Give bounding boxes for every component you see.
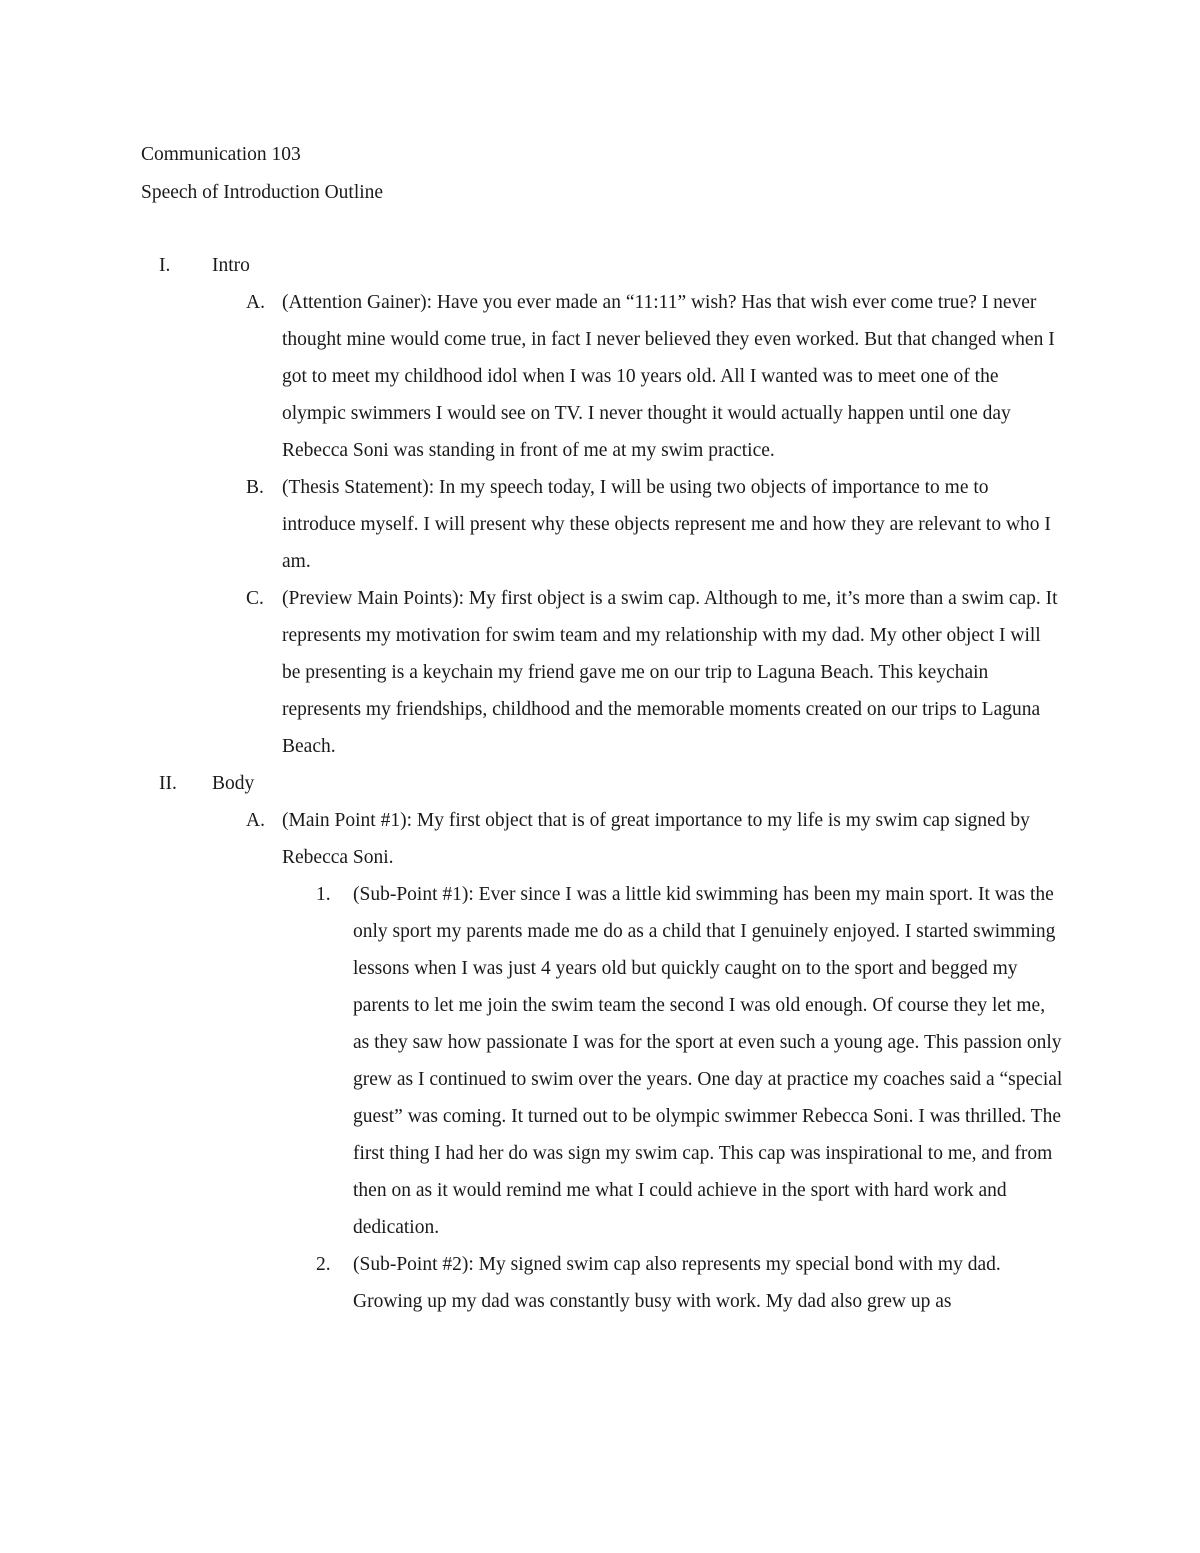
point-text: (Preview Main Points): My first object is a swim cap. Although to me, it’s more than a swim cap. It represents my motivation for swim team and my relationship with my dad. My other object I will be presenting is a keychain my friend gave me on our trip to Laguna Beach. This keychain represents my friendships, childhood and the memorable moments created on our trips to Laguna Beach. xyxy=(282,588,1058,757)
point-text: (Attention Gainer): Have you ever made an “11:11” wish? Has that wish ever come true? I never thought mine would come true, in fact I never believed they even worked. But that changed when I got to meet my childhood idol when I was 10 years old. All I wanted was to meet one of the olympic swimmers I would see on TV. I never thought it would actually happen until one day Rebecca Soni was standing in front of me at my swim practice. xyxy=(282,292,1055,461)
section-heading: Intro xyxy=(212,255,250,276)
roman-numeral-marker: I. xyxy=(159,255,171,276)
point-text: (Thesis Statement): In my speech today, I will be using two objects of importance to me to introduce myself. I will present why these objects represent me and how they are relevant to who I am. xyxy=(282,477,1051,572)
document-title: Speech of Introduction Outline xyxy=(141,182,384,203)
course-name: Communication 103 xyxy=(141,144,301,165)
outline-section-body xyxy=(0,765,1200,802)
number-marker: 2. xyxy=(316,1254,331,1275)
letter-marker: A. xyxy=(246,292,265,313)
outline-section-intro xyxy=(0,247,1200,284)
outline-point-attention-gainer xyxy=(0,284,1062,469)
letter-marker: C. xyxy=(246,588,264,609)
subpoint-text: (Sub-Point #1): Ever since I was a little kid swimming has been my main sport. It was the only sport my parents made me do as a child that I genuinely enjoyed. I started swimming lessons when I was just 4 years old but quickly caught on to the sport and begged my parents to let me join the swim team the second I was old enough. Of course they let me, as they saw how passionate I was for the sport at even such a young age. This passion only grew as I continued to swim over the years. One day at practice my coaches said a “special guest” was coming. It turned out to be olympic swimmer Rebecca Soni. I was thrilled. The first thing I had her do was sign my swim cap. This cap was inspirational to me, and from then on as it would remind me what I could achieve in the sport with hard work and dedication. xyxy=(353,884,1063,1238)
section-heading: Body xyxy=(212,773,255,794)
letter-marker: A. xyxy=(246,810,265,831)
roman-numeral-marker: II. xyxy=(159,773,177,794)
outline-point-main-point-1 xyxy=(0,802,1062,876)
subpoint-text: (Sub-Point #2): My signed swim cap also represents my special bond with my dad. Growing up my dad was constantly busy with work. My dad also grew up as xyxy=(353,1254,1001,1312)
number-marker: 1. xyxy=(316,884,331,905)
outline-subpoint-2 xyxy=(0,1246,1063,1320)
outline-subpoint-1 xyxy=(0,876,1063,1246)
speech-outline xyxy=(0,247,1200,1320)
letter-marker: B. xyxy=(246,477,264,498)
outline-point-thesis-statement xyxy=(0,469,1062,580)
point-text: (Main Point #1): My first object that is of great importance to my life is my swim cap signed by Rebecca Soni. xyxy=(282,810,1030,868)
outline-point-preview-main-points xyxy=(0,580,1062,765)
